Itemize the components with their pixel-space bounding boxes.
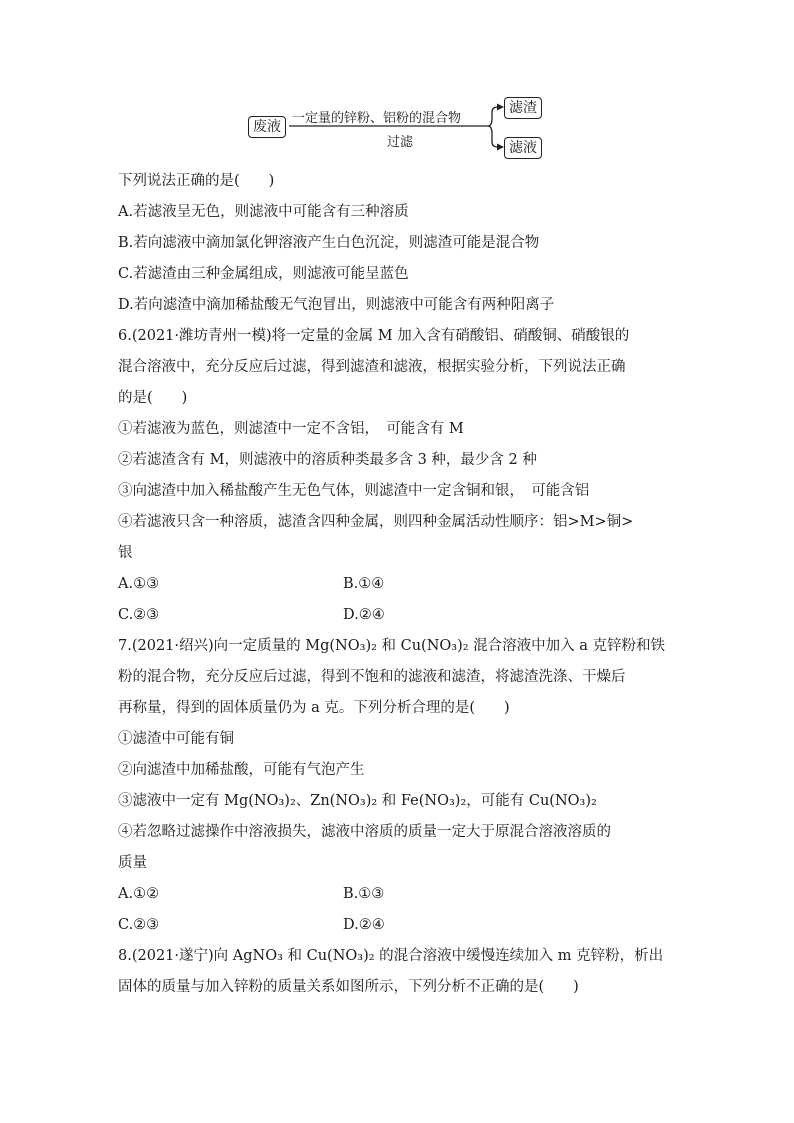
q6-statement-2: ②若滤渣含有 M，则滤液中的溶质种类最多含 3 种，最少含 2 种 — [118, 452, 537, 468]
q6-option-c: C.②③ — [118, 607, 160, 623]
q6-line-2: 混合溶液中，充分反应后过滤，得到滤渣和滤液，根据实验分析，下列说法正确 — [118, 359, 626, 375]
q6-statement-4: ④若滤液只含一种溶质，滤渣含四种金属，则四种金属活动性顺序：铝>M>铜> — [118, 514, 634, 530]
q6-options-row-2 — [118, 600, 678, 631]
q7-statement-2: ②向滤渣中加稀盐酸，可能有气泡产生 — [118, 762, 365, 778]
question-content — [118, 166, 678, 1003]
q6-statement-1: ①若滤液为蓝色，则滤渣中一定不含铝， 可能含有 M — [118, 421, 464, 437]
q6-statement-4-cont: 银 — [118, 545, 133, 561]
q5-option-c: C.若滤渣由三种金属组成，则滤液可能呈蓝色 — [118, 266, 409, 282]
q5-option-a: A.若滤液呈无色，则滤液中可能含有三种溶质 — [118, 204, 409, 220]
q7-option-b: B.①③ — [343, 886, 385, 902]
q7-option-c: C.②③ — [118, 917, 160, 933]
flow-arrows — [248, 94, 548, 164]
q7-line-2: 粉的混合物，充分反应后过滤，得到不饱和的滤液和滤渣，将滤渣洗涤、干燥后 — [118, 669, 626, 685]
q7-line-1: 7.(2021·绍兴)向一定质量的 Mg(NO₃)₂ 和 Cu(NO₃)₂ 混合溶液中加入 a 克锌粉和铁 — [118, 638, 666, 654]
q5-option-b: B.若向滤液中滴加氯化钾溶液产生白色沉淀，则滤渣可能是混合物 — [118, 235, 540, 251]
q5-option-d: D.若向滤渣中滴加稀盐酸无气泡冒出，则滤液中可能含有两种阳离子 — [118, 297, 555, 313]
q7-statement-4: ④若忽略过滤操作中溶液损失，滤液中溶质的质量一定大于原混合溶液溶质的 — [118, 824, 611, 840]
q6-option-d: D.②④ — [343, 607, 385, 623]
process-label: 过滤 — [387, 135, 414, 150]
reagent-label: 一定量的锌粉、铝粉的混合物 — [292, 111, 462, 126]
q6-statement-3: ③向滤渣中加入稀盐酸产生无色气体，则滤渣中一定含铜和银， 可能含铝 — [118, 483, 590, 499]
q7-statement-3: ③滤液中一定有 Mg(NO₃)₂、Zn(NO₃)₂ 和 Fe(NO₃)₂，可能有 Cu(NO₃)₂ — [118, 793, 597, 809]
q6-line-1: 6.(2021·潍坊青州一模)将一定量的金属 M 加入含有硝酸铝、硝酸铜、硝酸银的 — [118, 328, 630, 344]
q6-line-3: 的是( ) — [118, 390, 188, 406]
filtrate-box: 滤液 — [504, 137, 542, 159]
flow-diagram — [248, 94, 548, 164]
residue-box: 滤渣 — [504, 97, 542, 119]
q8-line-2: 固体的质量与加入锌粉的质量关系如图所示，下列分析不正确的是( ) — [118, 979, 579, 995]
q5-stem: 下列说法正确的是( ) — [118, 173, 275, 189]
q6-option-b: B.①④ — [343, 576, 385, 592]
q6-option-a: A.①③ — [118, 576, 160, 592]
q7-statement-4-cont: 质量 — [118, 855, 147, 871]
q7-line-3: 再称量，得到的固体质量仍为 a 克。下列分析合理的是( ) — [118, 700, 510, 716]
q7-option-d: D.②④ — [343, 917, 385, 933]
q7-options-row-1 — [118, 879, 678, 910]
q8-line-1: 8.(2021·遂宁)向 AgNO₃ 和 Cu(NO₃)₂ 的混合溶液中缓慢连续加入 m 克锌粉，析出 — [118, 948, 664, 964]
q7-statement-1: ①滤渣中可能有铜 — [118, 731, 234, 747]
q7-options-row-2 — [118, 910, 678, 941]
waste-liquid-box: 废液 — [248, 116, 286, 138]
q7-option-a: A.①② — [118, 886, 160, 902]
q6-options-row-1 — [118, 569, 678, 600]
